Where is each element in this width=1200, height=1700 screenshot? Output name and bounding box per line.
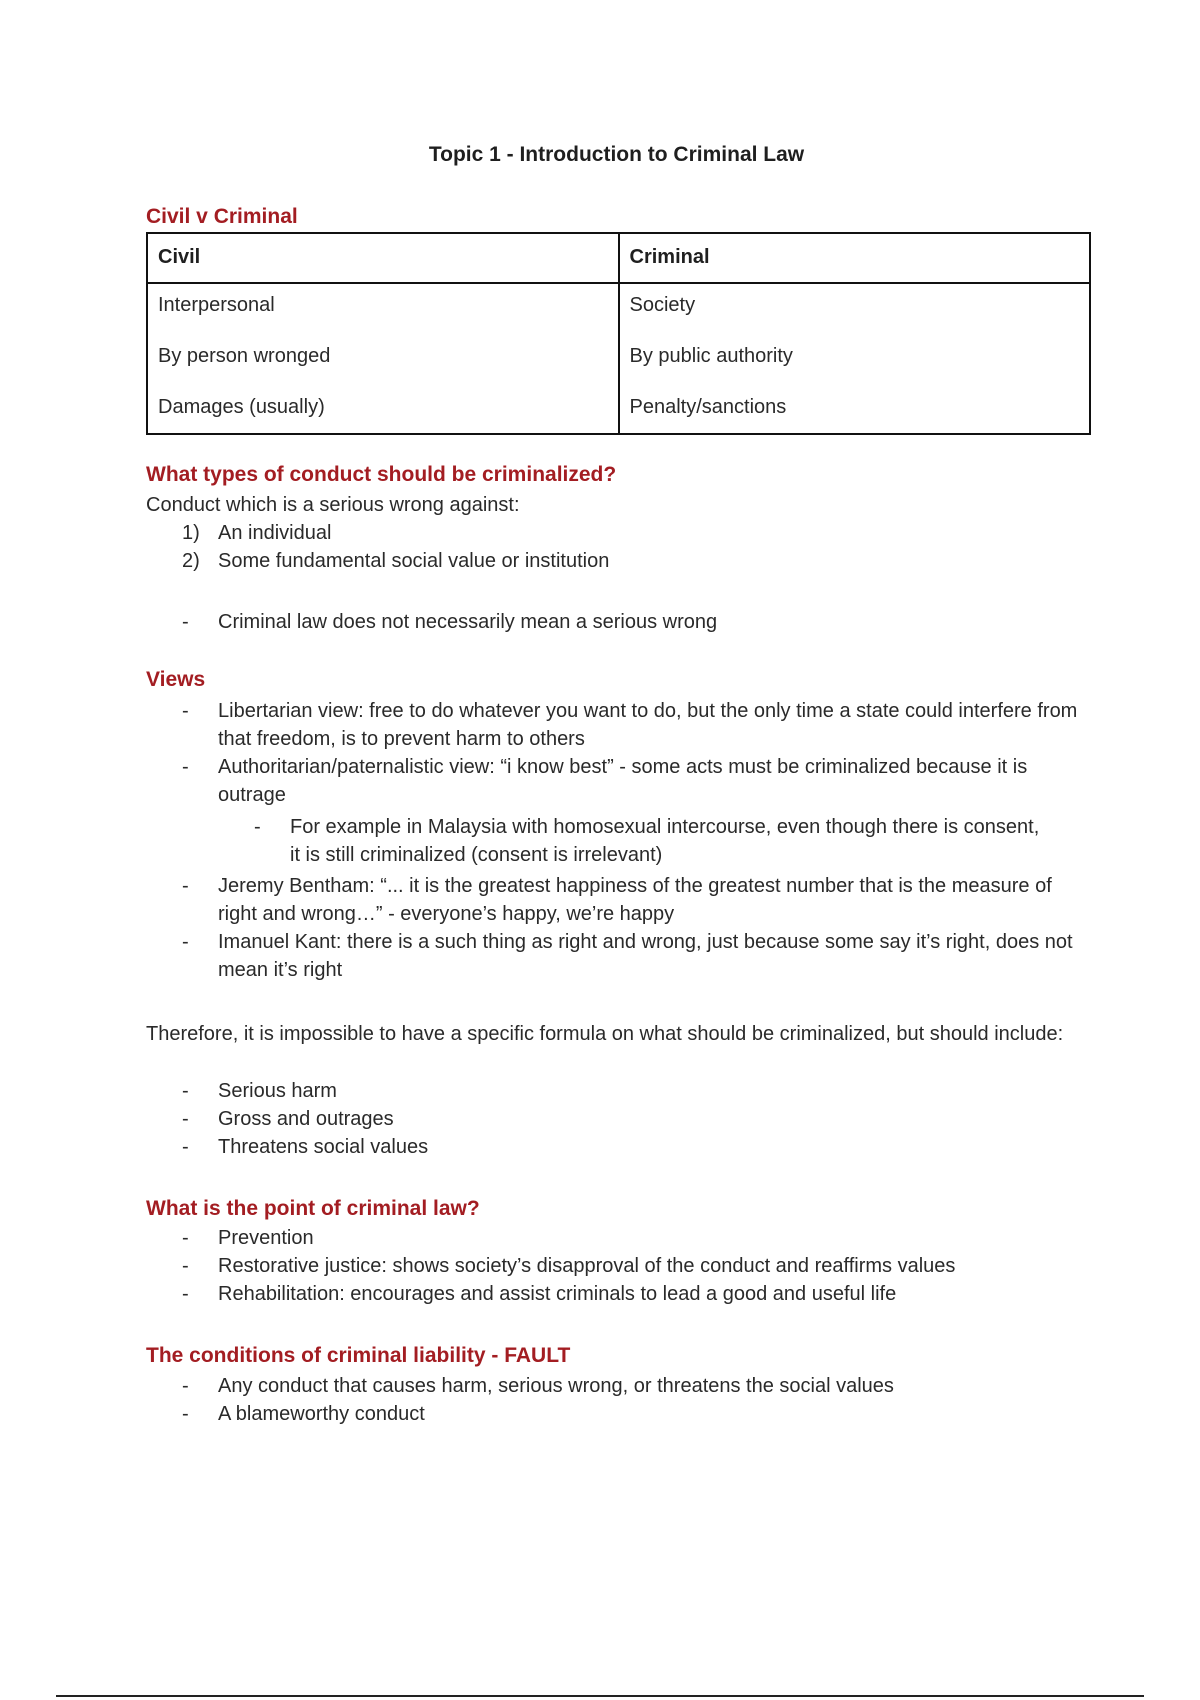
list-text: Rehabilitation: encourages and assist criminals to lead a good and useful life (218, 1283, 897, 1305)
table-cell: Penalty/sanctions (619, 384, 1091, 434)
list-text: Criminal law does not necessarily mean a serious wrong (218, 611, 718, 633)
table-cell: By person wronged (147, 333, 619, 384)
table-cell: Damages (usually) (147, 384, 619, 434)
civil-criminal-table (146, 232, 1091, 435)
list-item (182, 1280, 1092, 1308)
heading-views: Views (146, 668, 206, 691)
bullet: - (182, 1375, 189, 1397)
table-header-criminal: Criminal (619, 233, 1091, 283)
list-text: Prevention (218, 1227, 314, 1249)
list-item (182, 608, 1092, 636)
bullet: - (182, 1283, 189, 1305)
list-item (182, 1105, 1092, 1133)
list-item (182, 872, 1092, 928)
list-text: Gross and outrages (218, 1108, 394, 1130)
list-text: Imanuel Kant: there is a such thing as right and wrong, just because some say it’s right, does not mean it’s right (218, 931, 1073, 981)
conduct-numbered-list (182, 519, 1092, 575)
list-item (182, 1372, 1092, 1400)
conduct-note-list (182, 608, 1092, 636)
list-text: Authoritarian/paternalistic view: “i know best” - some acts must be criminalized because it is outrage (218, 756, 1028, 806)
views-sublist (254, 813, 1054, 869)
views-list (182, 697, 1092, 809)
list-text: Serious harm (218, 1080, 337, 1102)
views-list-continued (182, 872, 1092, 984)
table-row (147, 384, 1090, 434)
bullet: - (182, 1080, 189, 1102)
list-text: A blameworthy conduct (218, 1403, 425, 1425)
list-text: Any conduct that causes harm, serious wrong, or threatens the social values (218, 1375, 894, 1397)
page-title: Topic 1 - Introduction to Criminal Law (428, 143, 805, 166)
list-text: Libertarian view: free to do whatever you want to do, but the only time a state could interfere from that freedom, is to prevent harm to others (218, 700, 1078, 750)
heading-civil-v-criminal: Civil v Criminal (146, 205, 298, 228)
therefore-list (182, 1077, 1092, 1161)
heading-point: What is the point of criminal law? (146, 1197, 480, 1220)
list-text: For example in Malaysia with homosexual intercourse, even though there is consent, it is still criminalized (consent is irrelevant) (290, 816, 1040, 866)
table-cell: By public authority (619, 333, 1091, 384)
table-header-civil: Civil (147, 233, 619, 283)
list-item (182, 547, 1092, 575)
list-text: Threatens social values (218, 1136, 429, 1158)
list-text: Some fundamental social value or institution (218, 550, 610, 572)
list-item (182, 697, 1092, 753)
list-item (182, 753, 1092, 809)
conditions-list (182, 1372, 1092, 1428)
heading-conduct: What types of conduct should be criminalized? (146, 463, 617, 486)
bullet: - (182, 931, 189, 953)
bullet: - (182, 756, 189, 778)
bullet: - (182, 1227, 189, 1249)
list-item (182, 519, 1092, 547)
conduct-intro: Conduct which is a serious wrong against: (146, 494, 520, 516)
table-row (147, 333, 1090, 384)
table-cell: Society (619, 283, 1091, 333)
list-item (182, 928, 1092, 984)
heading-conditions: The conditions of criminal liability - FAULT (146, 1344, 571, 1367)
list-item (182, 1133, 1092, 1161)
list-number: 1) (182, 522, 200, 544)
bullet: - (182, 875, 189, 897)
list-item (182, 1077, 1092, 1105)
list-item (254, 813, 1054, 869)
list-number: 2) (182, 550, 200, 572)
table-row (147, 283, 1090, 333)
bullet: - (182, 611, 189, 633)
bullet: - (182, 1108, 189, 1130)
bullet: - (182, 1136, 189, 1158)
therefore-paragraph: Therefore, it is impossible to have a specific formula on what should be criminalized, but should include: (146, 1023, 1064, 1045)
footer-divider (56, 1695, 1144, 1697)
list-item (182, 1252, 1092, 1280)
bullet: - (254, 816, 261, 838)
list-text: An individual (218, 522, 332, 544)
table-header-row (147, 233, 1090, 283)
list-text: Restorative justice: shows society’s disapproval of the conduct and reaffirms values (218, 1255, 956, 1277)
list-item (182, 1224, 1092, 1252)
list-item (182, 1400, 1092, 1428)
bullet: - (182, 1255, 189, 1277)
bullet: - (182, 700, 189, 722)
point-list (182, 1224, 1092, 1308)
bullet: - (182, 1403, 189, 1425)
list-text: Jeremy Bentham: “... it is the greatest happiness of the greatest number that is the measure of right and wrong…” - everyone’s happy, we’re happy (218, 875, 1052, 925)
table-cell: Interpersonal (147, 283, 619, 333)
